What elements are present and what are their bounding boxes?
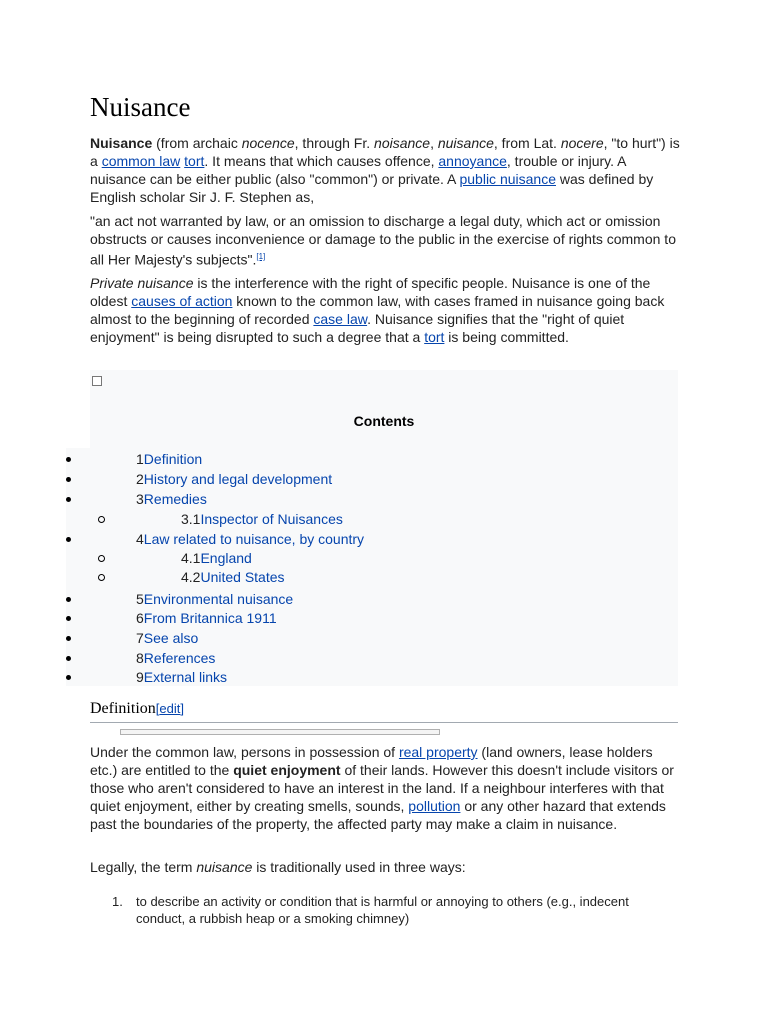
toc-number: 6 [136, 610, 144, 626]
toc-number: 8 [136, 650, 144, 666]
link-tort-2[interactable]: tort [424, 329, 445, 345]
private-text: is being committed. [444, 329, 569, 345]
bullet-icon [66, 636, 71, 641]
list-number: 1. [112, 894, 123, 909]
toc-number: 7 [136, 630, 144, 646]
toc-link[interactable]: Environmental nuisance [143, 591, 294, 607]
section-heading-definition [90, 700, 678, 723]
legally-paragraph [90, 858, 680, 876]
quote-text: "an act not warranted by law, or an omission to discharge a legal duty, which act or omission obstructs or causes inconvenience or damage to the public in the exercise of rights common to all Her Majesty's subjects". [90, 213, 676, 268]
toc-title: Contents [353, 413, 415, 429]
legally-italic: nuisance [196, 859, 253, 875]
list-text: to describe an activity or condition that is harmful or annoying to others (e.g., indecent conduct, a rubbish heap or a smoking chimney) [136, 894, 629, 926]
toc-subitem[interactable] [0, 509, 700, 529]
toc-number: 4 [136, 531, 144, 547]
link-case-law[interactable]: case law [313, 311, 368, 327]
private-text: . Nuisance signifies that the "right of quiet enjoyment" is being disrupted to such a degree that a [90, 311, 625, 345]
toc-item[interactable] [0, 608, 700, 628]
edit-bracket: [ [155, 701, 160, 716]
toc-item[interactable] [0, 469, 700, 489]
toc-link[interactable]: See also [143, 630, 199, 646]
intro-paragraph [90, 134, 680, 206]
bullet-icon [66, 616, 71, 621]
bullet-icon [66, 597, 71, 602]
toc-number: 2 [136, 471, 144, 487]
toc-item[interactable] [0, 667, 700, 687]
intro-text: , [430, 135, 438, 151]
bullet-icon [66, 497, 71, 502]
edit-bracket: ] [180, 701, 184, 716]
toc-number: 3.1 [181, 511, 201, 527]
bullet-icon [66, 656, 71, 661]
toc-number: 4.1 [181, 550, 201, 566]
definition-paragraph [90, 743, 680, 833]
definition-text: of their lands. However this doesn't include visitors or those who aren't considered to have an interest in the land. If a neighbour interferes with that quiet enjoyment, either by creating smells, sounds, [90, 762, 674, 814]
toc-link[interactable]: History and legal development [143, 471, 333, 487]
intro-text: , through Fr. [294, 135, 375, 151]
intro-text: (from archaic [152, 135, 242, 151]
toc-number: 9 [136, 669, 144, 685]
intro-bold-term: Nuisance [90, 135, 153, 151]
toc-item[interactable] [0, 648, 700, 668]
page-title: Nuisance [90, 92, 191, 122]
legally-text: is traditionally used in three ways: [252, 859, 466, 875]
toc-link[interactable]: United States [200, 569, 285, 585]
toc-link[interactable]: Remedies [143, 491, 207, 507]
circle-bullet-icon [98, 574, 105, 581]
intro-italic: noisance [374, 135, 431, 151]
intro-text: , from Lat. [493, 135, 561, 151]
toc-number: 4.2 [181, 569, 201, 585]
intro-text: was defined by English scholar Sir J. F. Stephen as, [90, 171, 654, 205]
toc-link[interactable]: From Britannica 1911 [143, 610, 277, 626]
link-real-property[interactable]: real property [398, 744, 478, 760]
edit-toolbar-bar [120, 729, 440, 735]
toc-item[interactable] [0, 489, 700, 509]
reference-link[interactable]: [1] [256, 252, 266, 261]
toc-number: 5 [136, 591, 144, 607]
link-annoyance[interactable]: annoyance [438, 153, 507, 169]
quote-paragraph [90, 212, 680, 269]
link-causes-of-action[interactable]: causes of action [131, 293, 233, 309]
circle-bullet-icon [98, 516, 105, 523]
intro-italic: nocence [241, 135, 295, 151]
legally-text: Legally, the term [90, 859, 197, 875]
edit-link[interactable]: edit [159, 701, 181, 716]
private-text: known to the common law, with cases framed in nuisance going back almost to the beginning of recorded [90, 293, 665, 327]
bullet-icon [66, 537, 71, 542]
toc-link[interactable]: External links [143, 669, 228, 685]
toc-link[interactable]: Law related to nuisance, by country [143, 531, 365, 547]
intro-italic: nocere [560, 135, 604, 151]
toc-link[interactable]: England [200, 550, 252, 566]
intro-text: , "to hurt") is a [90, 135, 680, 169]
intro-italic: nuisance [437, 135, 494, 151]
bullet-icon [66, 457, 71, 462]
toc-link[interactable]: Inspector of Nuisances [200, 511, 343, 527]
definition-bold: quiet enjoyment [233, 762, 341, 778]
definition-text: Under the common law, persons in possession of [90, 744, 399, 760]
circle-bullet-icon [98, 555, 105, 562]
toc-toggle-checkbox[interactable] [92, 376, 102, 386]
link-pollution[interactable]: pollution [408, 798, 461, 814]
link-common-law[interactable]: common law [101, 153, 181, 169]
toc-number: 1 [136, 451, 144, 467]
toc-item[interactable] [0, 589, 700, 609]
toc-subitem[interactable] [0, 567, 700, 587]
private-nuisance-paragraph [90, 274, 680, 346]
bullet-icon [66, 477, 71, 482]
toc-item[interactable] [0, 529, 700, 549]
toc-link[interactable]: Definition [143, 451, 203, 467]
private-italic: Private nuisance [90, 275, 194, 291]
link-public-nuisance[interactable]: public nuisance [459, 171, 556, 187]
private-text: is the interference with the right of specific people. Nuisance is one of the oldest [90, 275, 651, 309]
bullet-icon [66, 675, 71, 680]
toc-link[interactable]: References [143, 650, 216, 666]
toc-toggle-row [90, 370, 678, 398]
intro-text: . It means that which causes offence, [204, 153, 439, 169]
definition-text: or any other hazard that extends past the boundaries of the property, the affected party may make a claim in nuisance. [90, 798, 666, 832]
definition-text: (land owners, lease holders etc.) are entitled to the [90, 744, 653, 778]
link-tort[interactable]: tort [184, 153, 205, 169]
toc-item[interactable] [0, 449, 700, 469]
toc-item[interactable] [0, 628, 700, 648]
toc-number: 3 [136, 491, 144, 507]
section-heading-text: Definition [90, 700, 156, 717]
intro-text: , trouble or injury. A nuisance can be either public (also "common") or private. A [90, 153, 626, 187]
toc-subitem[interactable] [0, 548, 700, 568]
